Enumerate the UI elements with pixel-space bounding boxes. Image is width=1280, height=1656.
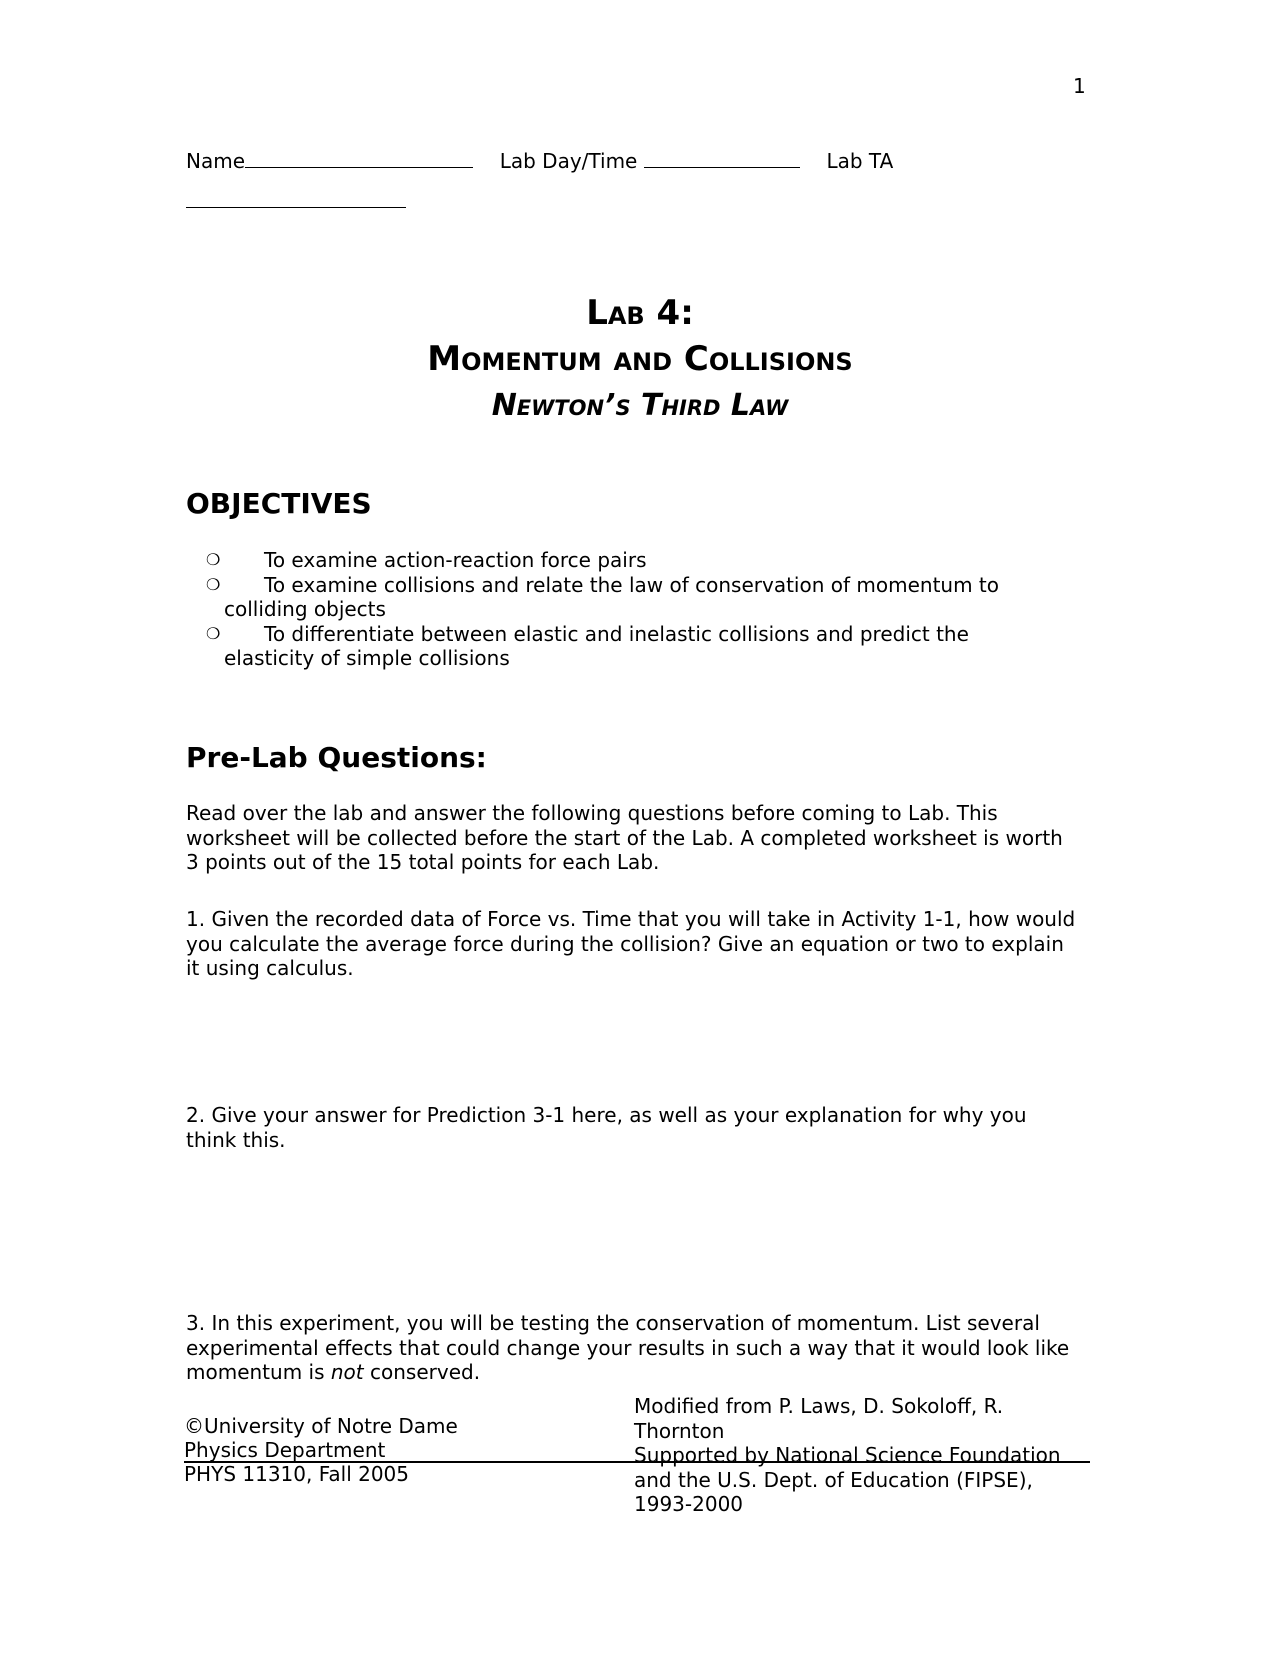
lab-ta-blank[interactable] xyxy=(186,207,406,208)
footer-support: Supported by National Science Foundation and the U.S. Dept. of Education (FIPSE), 1993-2000 xyxy=(634,1443,1061,1516)
question-2: 2. Give your answer for Prediction 3-1 here, as well as your explanation for why you think this. xyxy=(186,1103,1027,1152)
name-blank[interactable] xyxy=(245,149,473,168)
objective-item xyxy=(206,573,1086,622)
objective-text: To differentiate between elastic and inelastic collisions and predict the xyxy=(264,621,969,646)
lab-title: Lab 4: xyxy=(586,293,694,333)
circle-bullet-icon: ❍ xyxy=(206,550,221,569)
footer-left xyxy=(184,1414,458,1486)
name-label: Name xyxy=(186,149,246,173)
question-3-emphasis: not xyxy=(330,1360,364,1384)
objective-text-continued: colliding objects xyxy=(224,597,386,621)
question-1: 1. Given the recorded data of Force vs. Time that you will take in Activity 1-1, how would you calculate the average force during the collision? Give an equation or two to explain it using calculus. xyxy=(186,907,1076,980)
header-fields xyxy=(186,149,893,173)
objective-text-continued: elasticity of simple collisions xyxy=(224,646,510,670)
footer-course: PHYS 11310, Fall 2005 xyxy=(184,1462,409,1486)
objectives-list xyxy=(206,548,1086,671)
page-number: 1 xyxy=(1073,74,1086,98)
objective-text: To examine action-reaction force pairs xyxy=(264,548,647,572)
lab-day-label: Lab Day/Time xyxy=(499,149,638,173)
question-3-text: 3. In this experiment, you will be testing the conservation of momentum. List several experimental effects that could change your results in such a way that it would look like momentum is xyxy=(186,1311,1070,1384)
objective-text: To examine collisions and relate the law of conservation of momentum to xyxy=(264,572,999,597)
question-3 xyxy=(186,1311,1076,1385)
footer-copyright: ©University of Notre Dame xyxy=(184,1414,458,1438)
prelab-intro: Read over the lab and answer the following questions before coming to Lab. This worksheet will be collected before the start of the Lab. A completed worksheet is worth 3 points out of the 15 total points for each Lab. xyxy=(186,801,1063,874)
footer-department: Physics Department xyxy=(184,1438,386,1462)
lab-ta-label: Lab TA xyxy=(826,149,894,173)
objectives-heading: OBJECTIVES xyxy=(186,487,372,520)
lab-subtitle: Momentum and Collisions xyxy=(427,339,853,379)
lab-day-blank[interactable] xyxy=(644,149,800,168)
prelab-heading: Pre-Lab Questions: xyxy=(186,741,487,774)
question-3-text-end: conserved. xyxy=(363,1360,481,1384)
circle-bullet-icon: ❍ xyxy=(206,574,221,594)
footer-credit: Modified from P. Laws, D. Sokoloff, R. Thornton xyxy=(634,1394,1004,1443)
objective-item xyxy=(206,622,1086,671)
objective-item xyxy=(206,548,1086,573)
footer-right xyxy=(634,1394,1084,1517)
circle-bullet-icon: ❍ xyxy=(206,623,221,643)
lab-topic: Newton’s Third Law xyxy=(491,388,789,423)
